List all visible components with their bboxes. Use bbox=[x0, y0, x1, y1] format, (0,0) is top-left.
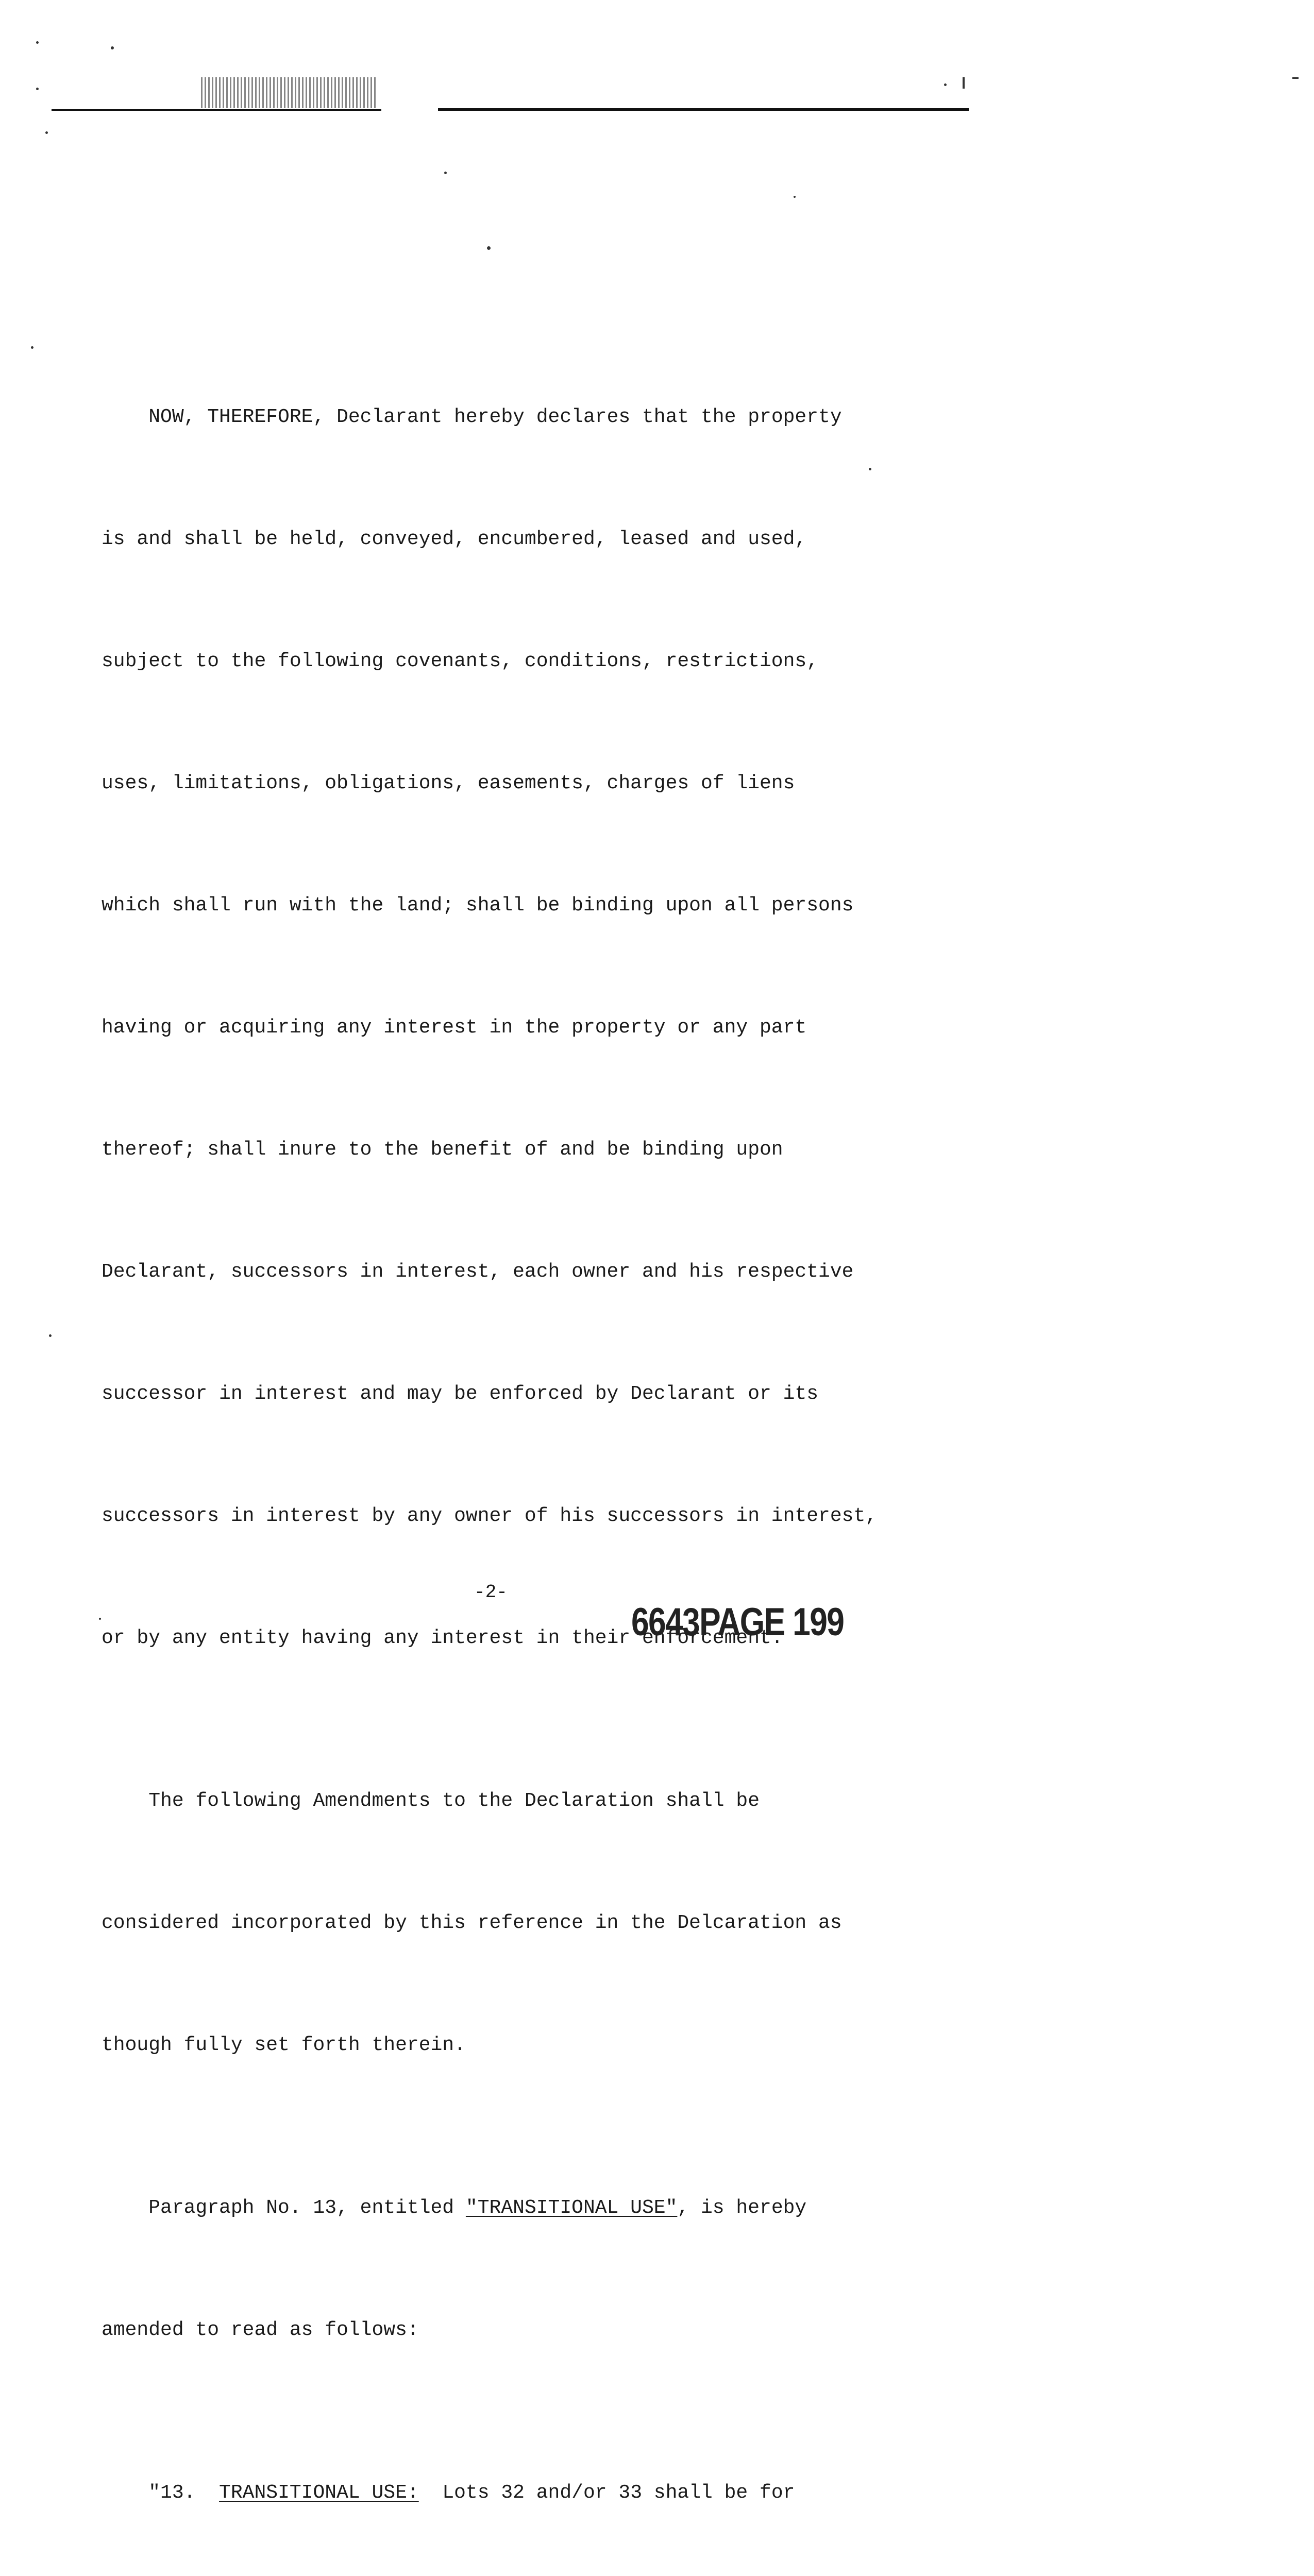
book-page-stamp: 6643PAGE 199 bbox=[631, 1600, 844, 1644]
page-number: -2- bbox=[474, 1582, 508, 1603]
paragraph-4-line: "13. TRANSITIONAL USE: Lots 32 and/or 33 shall be for bbox=[148, 2482, 795, 2504]
scan-speck bbox=[99, 1618, 101, 1620]
paragraph-1-line: which shall run with the land; shall be binding upon all persons bbox=[102, 894, 854, 917]
paragraph-1-line: successors in interest by any owner of his successors in interest, bbox=[102, 1505, 878, 1527]
scan-speck bbox=[944, 83, 947, 86]
scan-speck bbox=[49, 1334, 52, 1337]
scan-speck bbox=[487, 246, 491, 250]
scan-speck bbox=[36, 41, 39, 44]
paragraph-1-line: or by any entity having any interest in their enforcement. bbox=[102, 1627, 783, 1649]
section-13-heading: TRANSITIONAL USE: bbox=[219, 2482, 419, 2504]
paragraph-1-line: subject to the following covenants, conditions, restrictions, bbox=[102, 650, 819, 672]
document-body bbox=[102, 315, 905, 2576]
scan-speck bbox=[31, 346, 33, 349]
header-rule-left bbox=[52, 109, 381, 111]
paragraph-2-line: though fully set forth therein. bbox=[102, 2034, 466, 2056]
paragraph-1-line: successor in interest and may be enforced by Declarant or its bbox=[102, 1383, 819, 1405]
paragraph-13-title: "TRANSITIONAL USE" bbox=[465, 2197, 678, 2219]
paragraph-1-line: having or acquiring any interest in the property or any part bbox=[102, 1016, 807, 1039]
paragraph-1-line: uses, limitations, obligations, easements, charges of liens bbox=[102, 772, 795, 794]
paragraph-1-line: is and shall be held, conveyed, encumbered, leased and used, bbox=[102, 528, 807, 550]
paragraph-2-line: The following Amendments to the Declaration shall be bbox=[148, 1790, 760, 1812]
paragraph-1-line: Declarant, successors in interest, each owner and his respective bbox=[102, 1261, 854, 1283]
paragraph-1-line: thereof; shall inure to the benefit of and be binding upon bbox=[102, 1139, 783, 1161]
scan-speck bbox=[1292, 77, 1299, 79]
scan-speck bbox=[963, 77, 965, 89]
scan-speck bbox=[444, 172, 447, 174]
paragraph-1-line: NOW, THEREFORE, Declarant hereby declares that the property bbox=[148, 406, 842, 428]
scan-speck bbox=[111, 46, 114, 49]
scan-speck bbox=[45, 131, 48, 134]
paragraph-2-line: considered incorporated by this reference in the Delcaration as bbox=[102, 1912, 842, 1934]
paragraph-3-line: amended to read as follows: bbox=[102, 2319, 419, 2341]
paragraph-3-line: Paragraph No. 13, entitled "TRANSITIONAL USE", is hereby bbox=[148, 2197, 807, 2219]
scan-smudge bbox=[201, 77, 376, 108]
scan-speck bbox=[36, 88, 39, 90]
header-rule-right bbox=[438, 108, 969, 111]
scan-speck bbox=[794, 196, 796, 198]
